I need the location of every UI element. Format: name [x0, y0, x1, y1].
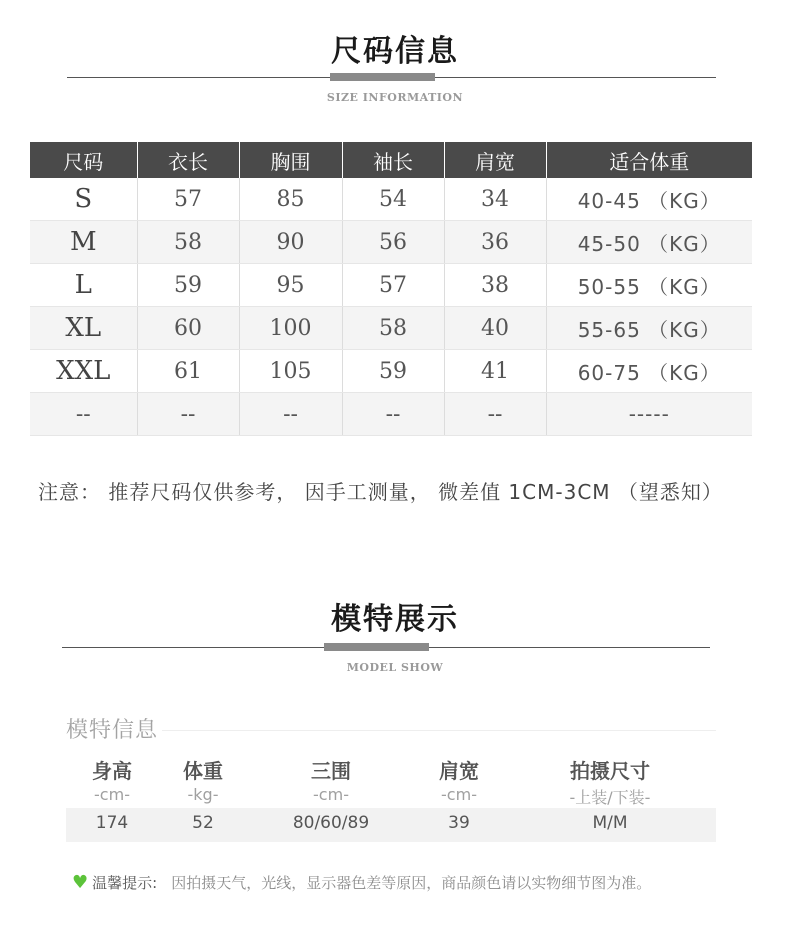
table-row: [30, 178, 752, 221]
warm-tip: [72, 872, 651, 893]
cell-sleeve: 57: [342, 264, 444, 307]
size-section-subtitle: SIZE INFORMATION: [326, 91, 464, 104]
model-unit-weight: -kg-: [187, 785, 219, 804]
model-value-height: 174: [95, 813, 129, 833]
header-chest: 胸围: [239, 142, 342, 178]
model-title-accent-bar: [324, 643, 429, 651]
model-unit-shoulder: -cm-: [441, 785, 477, 804]
tip-text: 因拍摄天气，光线，显示器色差等原因，商品颜色请以实物细节图为准。: [171, 874, 652, 892]
cell-chest: 105: [239, 350, 342, 393]
model-head-shoot-size: 拍摄尺寸: [570, 759, 650, 783]
header-length: 衣长: [137, 142, 239, 178]
model-unit-shoot-size: -上装/下装-: [569, 788, 651, 807]
model-head-height: 身高: [92, 759, 132, 783]
model-section-title: 模特展示: [331, 602, 459, 637]
cell-sleeve: 54: [342, 178, 444, 221]
cell-size: XXL: [30, 350, 137, 393]
cell-size: XL: [30, 307, 137, 350]
cell-shoulder: 40: [444, 307, 546, 350]
cell-length: 57: [137, 178, 239, 221]
model-value-measurements: 80/60/89: [292, 813, 370, 833]
cell-sleeve: 58: [342, 307, 444, 350]
heart-icon: ♥: [72, 872, 89, 893]
cell-length: 61: [137, 350, 239, 393]
cell-sleeve: --: [342, 393, 444, 436]
cell-sleeve: 56: [342, 221, 444, 264]
model-value-shoot-size: M/M: [592, 813, 628, 833]
size-title-accent-bar: [330, 73, 435, 81]
cell-weight: 60-75 （KG）: [546, 350, 752, 393]
cell-length: 59: [137, 264, 239, 307]
model-info-divider: [162, 730, 716, 731]
header-sleeve: 袖长: [342, 142, 444, 178]
cell-size: M: [30, 221, 137, 264]
cell-weight: 45-50 （KG）: [546, 221, 752, 264]
cell-weight: 50-55 （KG）: [546, 264, 752, 307]
cell-size: --: [30, 393, 137, 436]
header-shoulder: 肩宽: [444, 142, 546, 178]
cell-sleeve: 59: [342, 350, 444, 393]
cell-shoulder: 41: [444, 350, 546, 393]
cell-chest: 90: [239, 221, 342, 264]
model-info-label: 模特信息: [66, 718, 159, 743]
size-table: [30, 142, 752, 436]
model-value-weight: 52: [192, 813, 214, 833]
cell-shoulder: 34: [444, 178, 546, 221]
model-unit-measurements: -cm-: [313, 785, 349, 804]
size-table-header-row: [30, 142, 752, 178]
size-note: 注意： 推荐尺码仅供参考， 因手工测量， 微差值 1CM-3CM （望悉知）: [38, 480, 723, 504]
size-section-title: 尺码信息: [331, 34, 459, 69]
cell-size: S: [30, 178, 137, 221]
cell-chest: --: [239, 393, 342, 436]
table-row: [30, 350, 752, 393]
cell-shoulder: 36: [444, 221, 546, 264]
tip-label: 温馨提示:: [92, 874, 158, 892]
cell-chest: 85: [239, 178, 342, 221]
model-section-subtitle: MODEL SHOW: [346, 661, 444, 674]
cell-weight: 40-45 （KG）: [546, 178, 752, 221]
cell-length: --: [137, 393, 239, 436]
cell-shoulder: 38: [444, 264, 546, 307]
cell-shoulder: --: [444, 393, 546, 436]
header-size: 尺码: [30, 142, 137, 178]
cell-chest: 100: [239, 307, 342, 350]
model-head-measurements: 三围: [311, 759, 351, 783]
cell-weight: -----: [546, 393, 752, 436]
model-head-weight: 体重: [183, 759, 223, 783]
cell-length: 58: [137, 221, 239, 264]
cell-weight: 55-65 （KG）: [546, 307, 752, 350]
model-unit-height: -cm-: [94, 785, 130, 804]
table-row: [30, 393, 752, 436]
table-row: [30, 264, 752, 307]
cell-length: 60: [137, 307, 239, 350]
model-head-shoulder: 肩宽: [439, 759, 479, 783]
table-row: [30, 221, 752, 264]
cell-chest: 95: [239, 264, 342, 307]
header-weight: 适合体重: [546, 142, 752, 178]
table-row: [30, 307, 752, 350]
cell-size: L: [30, 264, 137, 307]
model-value-shoulder: 39: [448, 813, 470, 833]
